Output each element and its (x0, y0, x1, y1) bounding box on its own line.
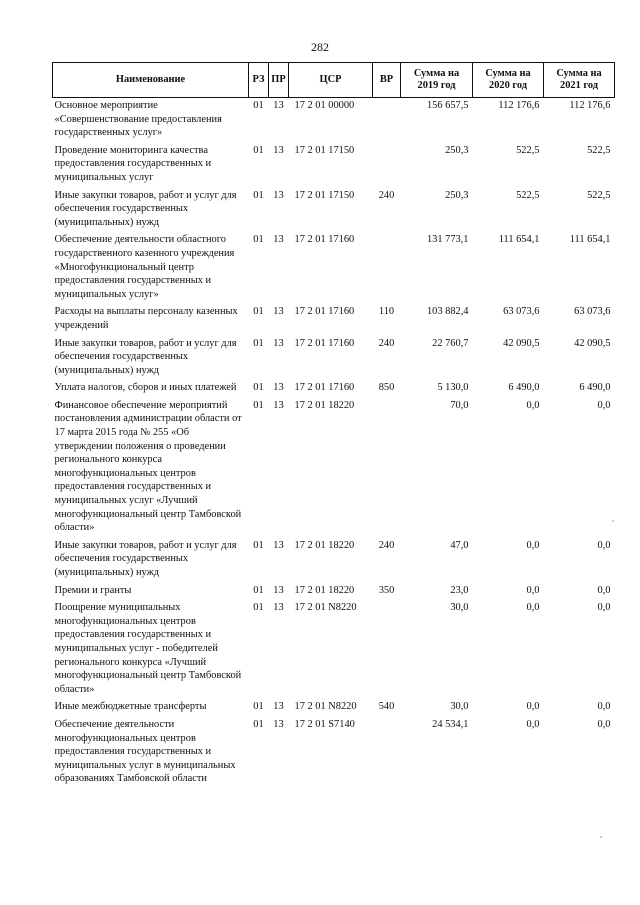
scan-speck (612, 520, 614, 522)
table-row (53, 232, 615, 304)
cell-vr (373, 717, 401, 789)
cell-name: Иные закупки товаров, работ и услуг для обеспечения государственных (муниципальных) нужд (54, 337, 237, 376)
cell-sum-2019: 23,0 (450, 584, 469, 596)
cell-sum-2021: 522,5 (587, 189, 611, 201)
cell-sum-2019: 250,3 (445, 189, 469, 201)
cell-sum-2020: 63 073,6 (503, 306, 540, 318)
table-row (53, 143, 615, 188)
budget-table (52, 62, 615, 789)
cell-rz: 01 (253, 539, 264, 551)
cell-sum-2019: 24 534,1 (432, 718, 469, 730)
cell-csr: 17 2 01 N8220 (294, 701, 357, 713)
cell-vr (373, 600, 401, 699)
cell-rz: 01 (253, 584, 264, 596)
cell-sum-2020: 0,0 (526, 602, 540, 614)
cell-vr: 110 (378, 306, 395, 318)
cell-rz: 01 (253, 189, 264, 201)
table-row (53, 538, 615, 583)
cell-pr: 13 (273, 189, 284, 201)
cell-sum-2019: 156 657,5 (426, 100, 469, 111)
scan-speck (600, 836, 602, 838)
table-row (53, 304, 615, 335)
cell-sum-2020: 522,5 (516, 144, 540, 156)
cell-sum-2021: 0,0 (597, 701, 611, 713)
cell-sum-2021: 0,0 (597, 602, 611, 614)
cell-csr: 17 2 01 18220 (294, 539, 355, 551)
cell-csr: 17 2 01 18220 (294, 399, 355, 411)
cell-pr: 13 (273, 144, 284, 156)
table-row (53, 717, 615, 789)
cell-name: Уплата налогов, сборов и иных платежей (54, 382, 237, 394)
table-row (53, 583, 615, 601)
table-row (53, 600, 615, 699)
cell-rz: 01 (253, 100, 264, 111)
cell-pr: 13 (273, 701, 284, 713)
cell-sum-2020: 0,0 (526, 718, 540, 730)
cell-sum-2020: 522,5 (516, 189, 540, 201)
cell-csr: 17 2 01 17160 (294, 382, 355, 394)
cell-rz: 01 (253, 382, 264, 394)
cell-csr: 17 2 01 N8220 (294, 602, 357, 614)
cell-sum-2020: 0,0 (526, 539, 540, 551)
cell-sum-2019: 5 130,0 (437, 382, 469, 394)
cell-rz: 01 (253, 718, 264, 730)
column-header-pr: ПР (269, 63, 289, 98)
cell-rz: 01 (253, 337, 264, 349)
cell-sum-2020: 112 176,6 (498, 100, 540, 111)
cell-sum-2021: 0,0 (597, 539, 611, 551)
table-header (53, 63, 615, 98)
cell-sum-2019: 70,0 (450, 399, 469, 411)
cell-csr: 17 2 01 17160 (294, 306, 355, 318)
cell-sum-2021: 111 654,1 (569, 234, 611, 246)
cell-pr: 13 (273, 602, 284, 614)
cell-sum-2019: 22 760,7 (432, 337, 469, 349)
table-body (53, 98, 615, 789)
column-header-rz: РЗ (249, 63, 269, 98)
column-header-name: Наименование (53, 63, 249, 98)
cell-name: Основное мероприятие «Совершенствование предоставления государственных услуг» (54, 100, 222, 139)
cell-name: Иные закупки товаров, работ и услуг для обеспечения государственных (муниципальных) нужд (54, 189, 237, 228)
column-header-csr: ЦСР (289, 63, 373, 98)
cell-pr: 13 (273, 234, 284, 246)
cell-vr: 240 (378, 189, 395, 201)
cell-sum-2020: 6 490,0 (508, 382, 540, 394)
cell-pr: 13 (273, 584, 284, 596)
cell-sum-2021: 522,5 (587, 144, 611, 156)
cell-sum-2021: 0,0 (597, 584, 611, 596)
cell-name: Обеспечение деятельности многофункциональных центров предоставления государственных и муниципальных услуг в муниципальных образованиях Тамбовской области (54, 718, 236, 785)
cell-vr: 350 (378, 584, 395, 596)
cell-vr: 850 (378, 382, 395, 394)
column-header-sum-2020: Сумма на 2020 год (473, 63, 544, 98)
cell-sum-2021: 42 090,5 (574, 337, 611, 349)
table-row (53, 380, 615, 398)
cell-sum-2021: 112 176,6 (569, 100, 611, 111)
cell-sum-2019: 103 882,4 (426, 306, 469, 318)
cell-name: Финансовое обеспечение мероприятий постановления администрации области от 17 марта 2015 года № 255 «Об утверждении положения о проведении регионального конкурса многофункциональных центров предоставления государственных и муниципальных услуг «Лучший многофункциональный центр Тамбовской области» (54, 399, 242, 534)
cell-csr: 17 2 01 S7140 (294, 718, 355, 730)
header-row (53, 63, 615, 98)
cell-vr (373, 143, 401, 188)
table-row (53, 336, 615, 381)
column-header-sum-2021: Сумма на 2021 год (544, 63, 615, 98)
cell-sum-2020: 0,0 (526, 701, 540, 713)
cell-csr: 17 2 01 17160 (294, 234, 355, 246)
cell-csr: 17 2 01 17160 (294, 337, 355, 349)
cell-name: Премии и гранты (54, 584, 132, 596)
cell-sum-2019: 250,3 (445, 144, 469, 156)
cell-sum-2020: 0,0 (526, 399, 540, 411)
cell-rz: 01 (253, 234, 264, 246)
cell-rz: 01 (253, 602, 264, 614)
cell-name: Расходы на выплаты персоналу казенных учреждений (54, 306, 238, 331)
cell-sum-2019: 30,0 (450, 602, 469, 614)
cell-sum-2021: 0,0 (597, 399, 611, 411)
cell-csr: 17 2 01 17150 (294, 144, 355, 156)
cell-sum-2021: 63 073,6 (574, 306, 611, 318)
cell-rz: 01 (253, 306, 264, 318)
cell-pr: 13 (273, 539, 284, 551)
cell-sum-2020: 42 090,5 (503, 337, 540, 349)
cell-vr: 240 (378, 337, 395, 349)
cell-sum-2019: 30,0 (450, 701, 469, 713)
table-row (53, 98, 615, 143)
cell-pr: 13 (273, 337, 284, 349)
cell-vr (373, 98, 401, 143)
cell-rz: 01 (253, 701, 264, 713)
cell-vr (373, 232, 401, 304)
cell-csr: 17 2 01 17150 (294, 189, 355, 201)
cell-rz: 01 (253, 399, 264, 411)
table-row (53, 398, 615, 538)
cell-pr: 13 (273, 382, 284, 394)
cell-pr: 13 (273, 399, 284, 411)
cell-sum-2019: 131 773,1 (426, 234, 469, 246)
cell-pr: 13 (273, 306, 284, 318)
cell-name: Иные межбюджетные трансферты (54, 701, 207, 713)
cell-sum-2021: 0,0 (597, 718, 611, 730)
cell-pr: 13 (273, 100, 284, 111)
cell-vr: 540 (378, 701, 395, 713)
cell-name: Иные закупки товаров, работ и услуг для обеспечения государственных (муниципальных) нужд (54, 539, 237, 578)
cell-sum-2020: 111 654,1 (498, 234, 540, 246)
cell-vr: 240 (378, 539, 395, 551)
cell-pr: 13 (273, 718, 284, 730)
table-row (53, 188, 615, 233)
column-header-vr: ВР (373, 63, 401, 98)
cell-name: Проведение мониторинга качества предоставления государственных и муниципальных услуг (54, 144, 212, 183)
cell-csr: 17 2 01 18220 (294, 584, 355, 596)
column-header-sum-2019: Сумма на 2019 год (401, 63, 473, 98)
cell-name: Обеспечение деятельности областного государственного казенного учреждения «Многофункциональный центр предоставления государственных и муниципальных услуг» (54, 234, 235, 300)
table-row (53, 699, 615, 717)
cell-sum-2019: 47,0 (450, 539, 469, 551)
page-number: 282 (311, 40, 329, 54)
cell-rz: 01 (253, 144, 264, 156)
cell-vr (373, 398, 401, 538)
cell-csr: 17 2 01 00000 (294, 100, 355, 111)
cell-sum-2021: 6 490,0 (579, 382, 611, 394)
cell-sum-2020: 0,0 (526, 584, 540, 596)
cell-name: Поощрение муниципальных многофункциональных центров предоставления государственных и муниципальных услуг - победителей регионального конкурса «Лучший многофункциональный центр Тамбовской области» (54, 602, 242, 695)
